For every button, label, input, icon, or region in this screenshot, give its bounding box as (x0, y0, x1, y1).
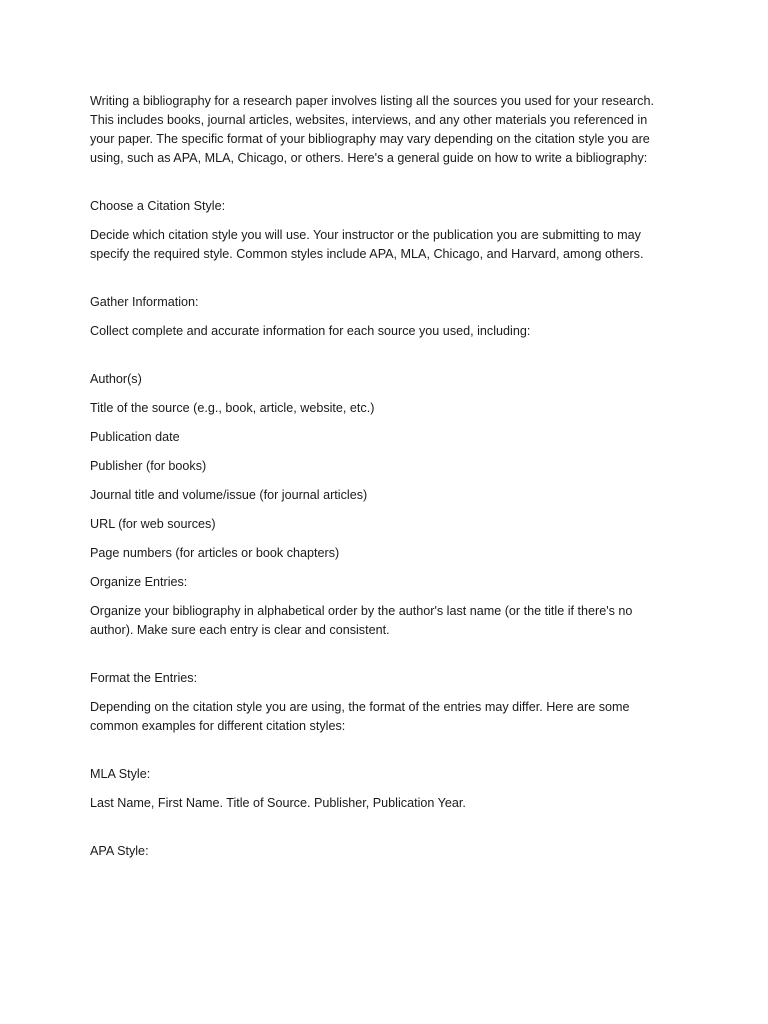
mla-example: Last Name, First Name. Title of Source. Publisher, Publication Year. (90, 796, 466, 810)
step-heading-choose-style: Choose a Citation Style: (90, 199, 226, 213)
step-text-format: Depending on the citation style you are using, the format of the entries may differ. Here are some common examples for different citation styles: (90, 700, 630, 733)
info-item-url: URL (for web sources) (90, 517, 216, 531)
info-item-date: Publication date (90, 430, 180, 444)
info-item-publisher: Publisher (for books) (90, 459, 207, 473)
intro-paragraph: Writing a bibliography for a research paper involves listing all the sources you used for your research. This includes books, journal articles, websites, interviews, and any other materials you referenced in your paper. The specific format of your bibliography may vary depending on the citation style you are using, such as APA, MLA, Chicago, or others. Here's a general guide on how to write a bibliography: (90, 94, 654, 165)
apa-heading: APA Style: (90, 844, 149, 858)
step-text-organize: Organize your bibliography in alphabetical order by the author's last name (or the title if there's no author). Make sure each entry is clear and consistent. (90, 604, 633, 637)
info-item-pages: Page numbers (for articles or book chapters) (90, 546, 340, 560)
mla-heading: MLA Style: (90, 767, 151, 781)
step-heading-gather-info: Gather Information: (90, 295, 199, 309)
info-item-journal: Journal title and volume/issue (for journal articles) (90, 488, 368, 502)
step-heading-organize: Organize Entries: (90, 575, 188, 589)
info-item-title: Title of the source (e.g., book, article, website, etc.) (90, 401, 375, 415)
info-item-authors: Author(s) (90, 372, 142, 386)
step-text-choose-style: Decide which citation style you will use. Your instructor or the publication you are submitting to may specify the required style. Common styles include APA, MLA, Chicago, and Harvard, among others. (90, 228, 644, 261)
document-body (90, 92, 670, 861)
step-heading-format: Format the Entries: (90, 671, 198, 685)
step-text-gather-info: Collect complete and accurate information for each source you used, including: (90, 324, 531, 338)
